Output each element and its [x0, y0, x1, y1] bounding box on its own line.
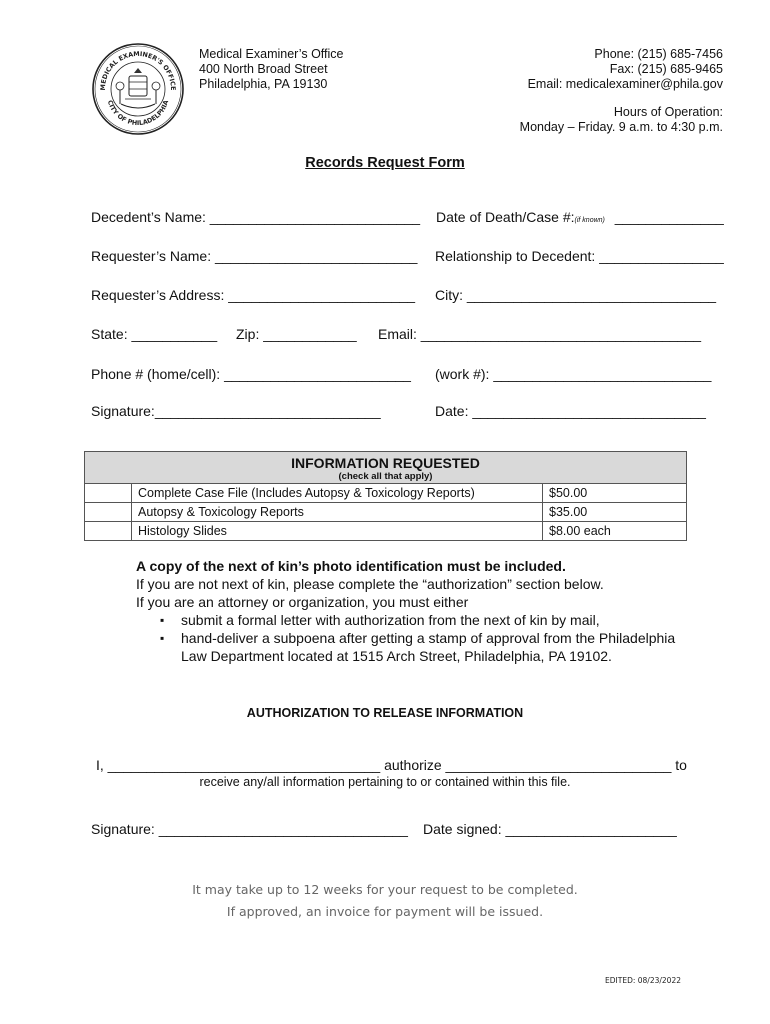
relationship-field[interactable]: Relationship to Decedent: ________________ [435, 248, 724, 264]
invoice-note: If approved, an invoice for payment will be issued. [226, 904, 544, 919]
table-subtitle: (check all that apply) [338, 471, 433, 482]
office-street: 400 North Broad Street [199, 62, 328, 76]
hours-of-operation [520, 105, 723, 135]
price-cell: $8.00 each [543, 522, 687, 541]
office-city: Philadelphia, PA 19130 [199, 77, 328, 91]
table-title: INFORMATION REQUESTED [291, 455, 480, 471]
requester-address-field[interactable]: Requester’s Address: ________________________ [91, 287, 416, 303]
office-contact [528, 47, 723, 92]
fax-number: Fax: (215) 685-9465 [609, 62, 723, 76]
item-cell: Histology Slides [132, 522, 543, 541]
requester-name-field[interactable]: Requester’s Name: __________________________ [91, 248, 418, 264]
office-name: Medical Examiner’s Office [199, 47, 344, 61]
medical-examiner-seal [91, 42, 185, 136]
edited-date: EDITED: 08/23/2022 [605, 976, 681, 985]
processing-time-note: It may take up to 12 weeks for your request to be completed. [192, 882, 578, 897]
price-cell: $35.00 [543, 503, 687, 522]
authorization-line[interactable]: I, ___________________________________ authorize _____________________________ to [96, 757, 687, 773]
decedent-name-field[interactable]: Decedent’s Name: ___________________________ [91, 209, 421, 225]
authorization-statement: receive any/all information pertaining to or contained within this file. [199, 775, 571, 789]
zip-field[interactable]: Zip: ____________ [236, 326, 357, 342]
state-field[interactable]: State: ___________ [91, 326, 218, 342]
date-signed-field[interactable]: Date signed: ______________________ [423, 821, 677, 837]
authorization-title: AUTHORIZATION TO RELEASE INFORMATION [246, 706, 524, 720]
form-title: Records Request Form [305, 155, 465, 171]
attorney-note: If you are an attorney or organization, you must either [136, 594, 469, 610]
next-of-kin-note: If you are not next of kin, please complete the “authorization” section below. [136, 576, 604, 592]
requirements-list [136, 611, 696, 665]
list-item: ▪ submit a formal letter with authorization from the next of kin by mail, [181, 611, 696, 629]
hours-value: Monday – Friday. 9 a.m. to 4:30 p.m. [519, 120, 723, 134]
list-item: ▪ hand-deliver a subpoena after getting a stamp of approval from the Philadelphia Law Department located at 1515 Arch Street, Philadelphia, PA 19102. [181, 629, 696, 665]
phone-home-field[interactable]: Phone # (home/cell): ________________________ [91, 366, 411, 382]
photo-id-requirement: A copy of the next of kin’s photo identification must be included. [136, 558, 566, 574]
information-requested-table [84, 451, 687, 541]
table-row [85, 503, 687, 522]
phone-number: Phone: (215) 685-7456 [594, 47, 723, 61]
phone-work-field[interactable]: (work #): ____________________________ [435, 366, 712, 382]
signature-field[interactable]: Signature:_____________________________ [91, 403, 381, 419]
checkbox-cell[interactable] [85, 503, 132, 522]
table-row [85, 522, 687, 541]
checkbox-cell[interactable] [85, 522, 132, 541]
svg-text:MEDICAL EXAMINER'S OFFICE: MEDICAL EXAMINER'S OFFICE [98, 49, 178, 91]
instructions [136, 557, 696, 665]
price-cell: $50.00 [543, 484, 687, 503]
table-row [85, 484, 687, 503]
item-cell: Complete Case File (Includes Autopsy & Toxicology Reports) [132, 484, 543, 503]
email-field[interactable]: Email: ____________________________________ [378, 326, 702, 342]
table-header [85, 452, 687, 484]
hours-label: Hours of Operation: [613, 105, 723, 119]
date-field[interactable]: Date: ______________________________ [435, 403, 706, 419]
office-address [199, 47, 344, 92]
date-of-death-label: Date of Death/Case #: [436, 209, 575, 225]
date-of-death-note: (if known) [574, 217, 605, 224]
item-cell: Autopsy & Toxicology Reports [132, 503, 543, 522]
city-field[interactable]: City: ________________________________ [435, 287, 717, 303]
email-address[interactable]: Email: medicalexaminer@phila.gov [527, 77, 723, 91]
date-of-death-field[interactable] [436, 209, 724, 225]
svg-text:CITY OF PHILADELPHIA: CITY OF PHILADELPHIA [105, 99, 171, 128]
date-of-death-blank: ______________ [614, 209, 724, 225]
authorization-signature-field[interactable]: Signature: ________________________________ [91, 821, 408, 837]
checkbox-cell[interactable] [85, 484, 132, 503]
